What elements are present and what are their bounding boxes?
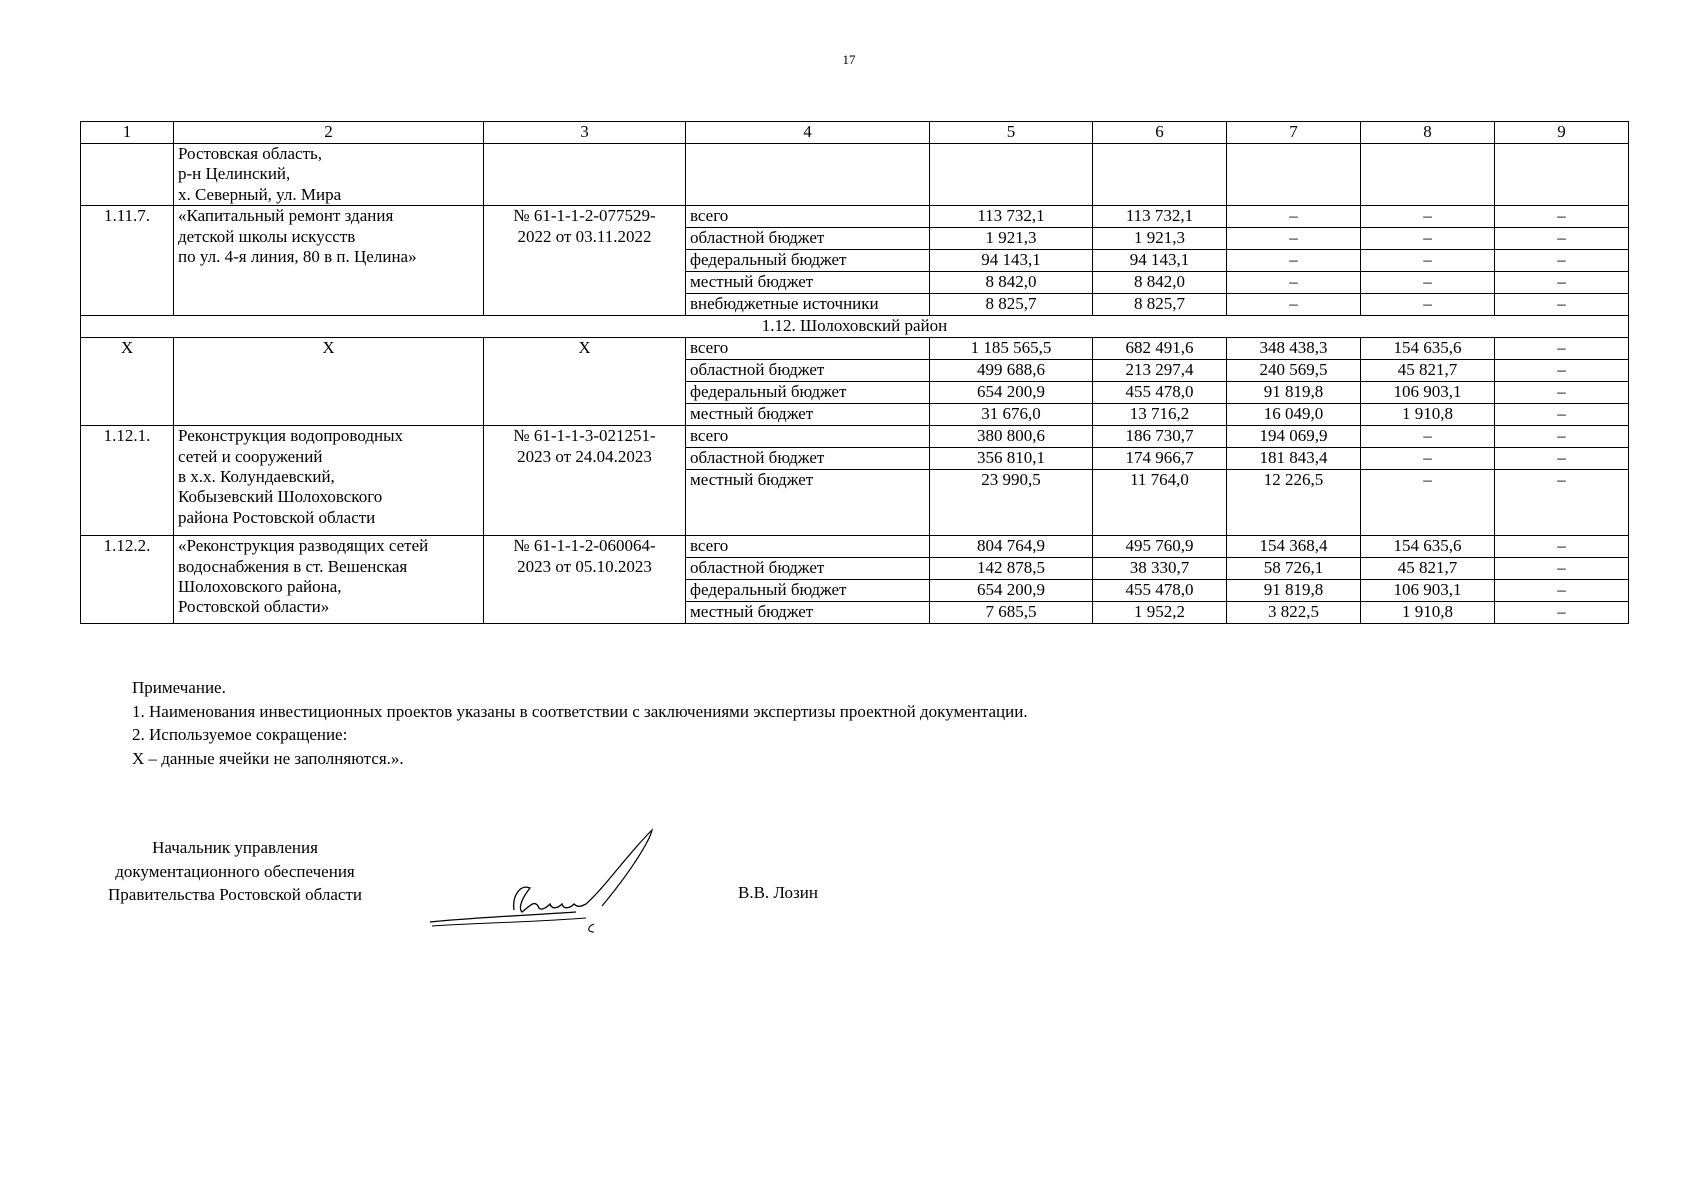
amount-col8: –	[1361, 448, 1495, 470]
project-name-line: Кобызевский Шолоховского	[178, 487, 383, 507]
amount-col6: 682 491,6	[1093, 338, 1227, 360]
funding-source: местный бюджет	[686, 272, 930, 294]
amount-col7: 194 069,9	[1227, 426, 1361, 448]
region-heading-row	[81, 316, 1629, 338]
signatory-title-line: Правительства Ростовской области	[108, 885, 362, 904]
address-line: Ростовская область,	[178, 144, 323, 163]
amount-col5: 499 688,6	[930, 360, 1093, 382]
amount-col5: 94 143,1	[930, 250, 1093, 272]
project-name-line: Ростовской области»	[178, 597, 330, 617]
funding-source: федеральный бюджет	[686, 382, 930, 404]
funding-source: всего	[686, 426, 930, 448]
amount-col6: 113 732,1	[1093, 206, 1227, 228]
amount-col7: –	[1227, 272, 1361, 294]
amount-col8: –	[1361, 294, 1495, 316]
amount-col9: –	[1495, 426, 1629, 448]
empty-cell	[930, 144, 1093, 206]
not-filled-mark: Х	[484, 338, 686, 426]
address-line: х. Северный, ул. Мира	[178, 184, 342, 204]
amount-col7: 58 726,1	[1227, 558, 1361, 580]
project-name-line: Шолоховского района,	[178, 576, 342, 596]
amount-col6: 8 842,0	[1093, 272, 1227, 294]
project-name-line: детской школы искусств	[178, 226, 356, 246]
amount-col7: 16 049,0	[1227, 404, 1361, 426]
amount-col6: 186 730,7	[1093, 426, 1227, 448]
note-item: 1. Наименования инвестиционных проектов указаны в соответствии с заключениями экспертизы проектной документации.	[132, 701, 1028, 721]
funding-source: областной бюджет	[686, 228, 930, 250]
table-row	[81, 536, 1629, 558]
amount-col5: 31 676,0	[930, 404, 1093, 426]
signatory-title-line: документационного обеспечения	[115, 861, 355, 881]
empty-cell	[1495, 144, 1629, 206]
amount-col9: –	[1495, 558, 1629, 580]
document-line: № 61-1-1-2-060064-	[513, 536, 656, 556]
column-number: 1	[81, 122, 174, 144]
column-number: 7	[1227, 122, 1361, 144]
amount-col6: 1 921,3	[1093, 228, 1227, 250]
table-row	[81, 206, 1629, 228]
amount-col6: 213 297,4	[1093, 360, 1227, 382]
amount-col5: 23 990,5	[930, 470, 1093, 536]
document-line: 2022 от 03.11.2022	[517, 226, 652, 246]
amount-col7: 240 569,5	[1227, 360, 1361, 382]
amount-col7: –	[1227, 228, 1361, 250]
signatory-title	[80, 836, 390, 907]
amount-col7: 12 226,5	[1227, 470, 1361, 536]
amount-col9: –	[1495, 382, 1629, 404]
amount-col5: 654 200,9	[930, 580, 1093, 602]
amount-col5: 356 810,1	[930, 448, 1093, 470]
amount-col8: 106 903,1	[1361, 580, 1495, 602]
empty-cell	[1093, 144, 1227, 206]
empty-cell	[81, 144, 174, 206]
amount-col9: –	[1495, 602, 1629, 624]
amount-col7: 3 822,5	[1227, 602, 1361, 624]
amount-col7: 181 843,4	[1227, 448, 1361, 470]
amount-col5: 8 842,0	[930, 272, 1093, 294]
amount-col6: 1 952,2	[1093, 602, 1227, 624]
column-number: 9	[1495, 122, 1629, 144]
amount-col7: 348 438,3	[1227, 338, 1361, 360]
project-name	[174, 206, 484, 316]
amount-col6: 11 764,0	[1093, 470, 1227, 536]
address-line: р-н Целинский,	[178, 164, 291, 184]
amount-col6: 495 760,9	[1093, 536, 1227, 558]
note-item: 2. Используемое сокращение:	[132, 725, 348, 744]
amount-col5: 1 921,3	[930, 228, 1093, 250]
amount-col6: 455 478,0	[1093, 382, 1227, 404]
funding-source: всего	[686, 536, 930, 558]
amount-col8: –	[1361, 206, 1495, 228]
empty-cell	[1361, 144, 1495, 206]
amount-col9: –	[1495, 294, 1629, 316]
handwritten-signature	[426, 826, 666, 936]
amount-col8: –	[1361, 228, 1495, 250]
amount-col9: –	[1495, 228, 1629, 250]
funding-source: местный бюджет	[686, 470, 930, 536]
project-name-line: сетей и сооружений	[178, 446, 323, 466]
column-number: 3	[484, 122, 686, 144]
amount-col8: 106 903,1	[1361, 382, 1495, 404]
project-name-line: района Ростовской области	[178, 507, 376, 527]
amount-col7: –	[1227, 250, 1361, 272]
funding-source: федеральный бюджет	[686, 580, 930, 602]
amount-col5: 8 825,7	[930, 294, 1093, 316]
column-number: 5	[930, 122, 1093, 144]
amount-col6: 38 330,7	[1093, 558, 1227, 580]
signatory-name: В.В. Лозин	[738, 883, 818, 902]
amount-col8: 1 910,8	[1361, 602, 1495, 624]
page-number: 17	[842, 52, 856, 67]
column-number: 6	[1093, 122, 1227, 144]
amount-col9: –	[1495, 448, 1629, 470]
project-number: 1.12.1.	[81, 426, 174, 536]
empty-cell	[686, 144, 930, 206]
note-item: Х – данные ячейки не заполняются.».	[132, 748, 404, 768]
amount-col5: 113 732,1	[930, 206, 1093, 228]
amount-col9: –	[1495, 206, 1629, 228]
table-row	[81, 426, 1629, 448]
investment-projects-table	[80, 121, 1629, 624]
amount-col6: 13 716,2	[1093, 404, 1227, 426]
amount-col5: 804 764,9	[930, 536, 1093, 558]
amount-col8: 45 821,7	[1361, 360, 1495, 382]
funding-source: федеральный бюджет	[686, 250, 930, 272]
amount-col9: –	[1495, 360, 1629, 382]
project-address	[174, 144, 484, 206]
amount-col9: –	[1495, 250, 1629, 272]
amount-col7: –	[1227, 294, 1361, 316]
funding-source: областной бюджет	[686, 360, 930, 382]
amount-col9: –	[1495, 272, 1629, 294]
address-continuation-row	[81, 144, 1629, 206]
expertise-document	[484, 536, 686, 624]
funding-source: внебюджетные источники	[686, 294, 930, 316]
amount-col7: 154 368,4	[1227, 536, 1361, 558]
table-row	[81, 338, 1629, 360]
amount-col5: 1 185 565,5	[930, 338, 1093, 360]
project-name-line: по ул. 4-я линия, 80 в п. Целина»	[178, 246, 417, 266]
amount-col8: 154 635,6	[1361, 536, 1495, 558]
notes-block	[132, 676, 1028, 770]
document-line: 2023 от 05.10.2023	[517, 556, 652, 576]
amount-col8: 154 635,6	[1361, 338, 1495, 360]
amount-col9: –	[1495, 470, 1629, 536]
signatory-title-line: Начальник управления	[152, 838, 318, 857]
funding-source: местный бюджет	[686, 602, 930, 624]
document-line: № 61-1-1-2-077529-	[513, 206, 656, 226]
project-number: 1.12.2.	[81, 536, 174, 624]
amount-col8: –	[1361, 470, 1495, 536]
amount-col5: 7 685,5	[930, 602, 1093, 624]
funding-source: всего	[686, 206, 930, 228]
amount-col7: 91 819,8	[1227, 580, 1361, 602]
amount-col6: 8 825,7	[1093, 294, 1227, 316]
amount-col5: 142 878,5	[930, 558, 1093, 580]
empty-cell	[1227, 144, 1361, 206]
not-filled-mark: Х	[174, 338, 484, 426]
amount-col6: 455 478,0	[1093, 580, 1227, 602]
project-name-line: в х.х. Колундаевский,	[178, 466, 335, 486]
project-name-line: водоснабжения в ст. Вешенская	[178, 556, 408, 576]
amount-col9: –	[1495, 536, 1629, 558]
project-name-line: «Капитальный ремонт здания	[178, 206, 394, 226]
notes-heading: Примечание.	[132, 678, 226, 697]
amount-col6: 94 143,1	[1093, 250, 1227, 272]
column-number: 4	[686, 122, 930, 144]
expertise-document	[484, 426, 686, 536]
funding-source: местный бюджет	[686, 404, 930, 426]
amount-col9: –	[1495, 580, 1629, 602]
project-name-line: Реконструкция водопроводных	[178, 426, 404, 446]
amount-col9: –	[1495, 404, 1629, 426]
amount-col6: 174 966,7	[1093, 448, 1227, 470]
amount-col8: 1 910,8	[1361, 404, 1495, 426]
document-line: 2023 от 24.04.2023	[517, 446, 652, 466]
project-name	[174, 426, 484, 536]
project-name	[174, 536, 484, 624]
amount-col8: –	[1361, 426, 1495, 448]
amount-col9: –	[1495, 338, 1629, 360]
project-name-line: «Реконструкция разводящих сетей	[178, 536, 429, 556]
amount-col7: –	[1227, 206, 1361, 228]
region-title: 1.12. Шолоховский район	[81, 316, 1629, 338]
amount-col5: 654 200,9	[930, 382, 1093, 404]
funding-source: областной бюджет	[686, 558, 930, 580]
amount-col8: –	[1361, 272, 1495, 294]
amount-col7: 91 819,8	[1227, 382, 1361, 404]
column-number: 8	[1361, 122, 1495, 144]
project-number: 1.11.7.	[81, 206, 174, 316]
empty-cell	[484, 144, 686, 206]
amount-col8: 45 821,7	[1361, 558, 1495, 580]
amount-col5: 380 800,6	[930, 426, 1093, 448]
funding-source: всего	[686, 338, 930, 360]
expertise-document	[484, 206, 686, 316]
column-number-row	[81, 122, 1629, 144]
funding-source: областной бюджет	[686, 448, 930, 470]
document-line: № 61-1-1-3-021251-	[513, 426, 656, 446]
column-number: 2	[174, 122, 484, 144]
not-filled-mark: Х	[81, 338, 174, 426]
amount-col8: –	[1361, 250, 1495, 272]
